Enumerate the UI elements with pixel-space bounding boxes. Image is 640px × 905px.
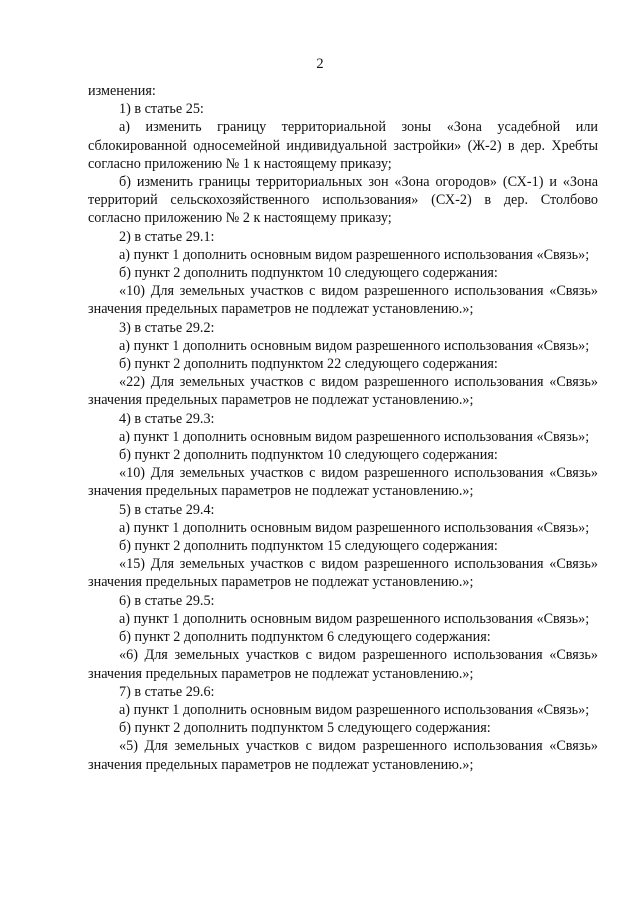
paragraph-intro: изменения:	[88, 83, 156, 99]
paragraph-item-3-heading: 3) в статье 29.2:	[119, 319, 215, 336]
paragraph-item-2b-text: «10) Для земельных участков с видом разрешенного использования «Связь» значения предельных параметров не подлежат установлению.»;	[88, 283, 598, 318]
paragraph-item-5b-text: «15) Для земельных участков с видом разрешенного использования «Связь» значения предельных параметров не подлежат установлению.»;	[88, 556, 598, 591]
paragraph-item-2-heading: 2) в статье 29.1:	[119, 228, 215, 245]
paragraph-item-5b: б) пункт 2 дополнить подпунктом 15 следующего содержания:	[119, 538, 498, 555]
paragraph-item-7b: б) пункт 2 дополнить подпунктом 5 следующего содержания:	[119, 720, 491, 737]
document-body	[88, 82, 598, 774]
paragraph-item-4b: б) пункт 2 дополнить подпунктом 10 следующего содержания:	[119, 447, 498, 464]
paragraph-item-1a: а) изменить границу территориальной зоны «Зона усадебной или сблокированной односемейной индивидуальной застройки» (Ж-2) в дер. Хребты согласно приложению № 1 к настоящему приказу;	[88, 119, 598, 172]
paragraph-item-6b-text: «6) Для земельных участков с видом разрешенного использования «Связь» значения предельных параметров не подлежат установлению.»;	[88, 647, 598, 682]
paragraph-item-5-heading: 5) в статье 29.4:	[119, 501, 215, 518]
paragraph-item-7-heading: 7) в статье 29.6:	[119, 683, 215, 700]
paragraph-item-4b-text: «10) Для земельных участков с видом разрешенного использования «Связь» значения предельных параметров не подлежат установлению.»;	[88, 465, 598, 500]
paragraph-item-4-heading: 4) в статье 29.3:	[119, 410, 215, 427]
paragraph-item-2a: а) пункт 1 дополнить основным видом разрешенного использования «Связь»;	[119, 246, 590, 263]
paragraph-item-7a: а) пункт 1 дополнить основным видом разрешенного использования «Связь»;	[119, 701, 590, 718]
paragraph-item-3b-text: «22) Для земельных участков с видом разрешенного использования «Связь» значения предельных параметров не подлежат установлению.»;	[88, 374, 598, 409]
paragraph-item-6b: б) пункт 2 дополнить подпунктом 6 следующего содержания:	[119, 629, 491, 646]
paragraph-item-2b: б) пункт 2 дополнить подпунктом 10 следующего содержания:	[119, 265, 498, 282]
paragraph-item-5a: а) пункт 1 дополнить основным видом разрешенного использования «Связь»;	[119, 519, 590, 536]
paragraph-item-3b: б) пункт 2 дополнить подпунктом 22 следующего содержания:	[119, 356, 498, 373]
paragraph-item-7b-text: «5) Для земельных участков с видом разрешенного использования «Связь» значения предельных параметров не подлежат установлению.»;	[88, 738, 598, 773]
paragraph-item-6a: а) пункт 1 дополнить основным видом разрешенного использования «Связь»;	[119, 610, 590, 627]
paragraph-item-4a: а) пункт 1 дополнить основным видом разрешенного использования «Связь»;	[119, 428, 590, 445]
paragraph-item-1-heading: 1) в статье 25:	[119, 101, 204, 118]
paragraph-item-6-heading: 6) в статье 29.5:	[119, 592, 215, 609]
page-number: 2	[316, 56, 324, 72]
paragraph-item-3a: а) пункт 1 дополнить основным видом разрешенного использования «Связь»;	[119, 337, 590, 354]
paragraph-item-1b: б) изменить границы территориальных зон «Зона огородов» (СХ-1) и «Зона территорий сельскохозяйственного использования» (СХ-2) в дер. Столбово согласно приложению № 2 к настоящему приказу;	[88, 174, 598, 227]
